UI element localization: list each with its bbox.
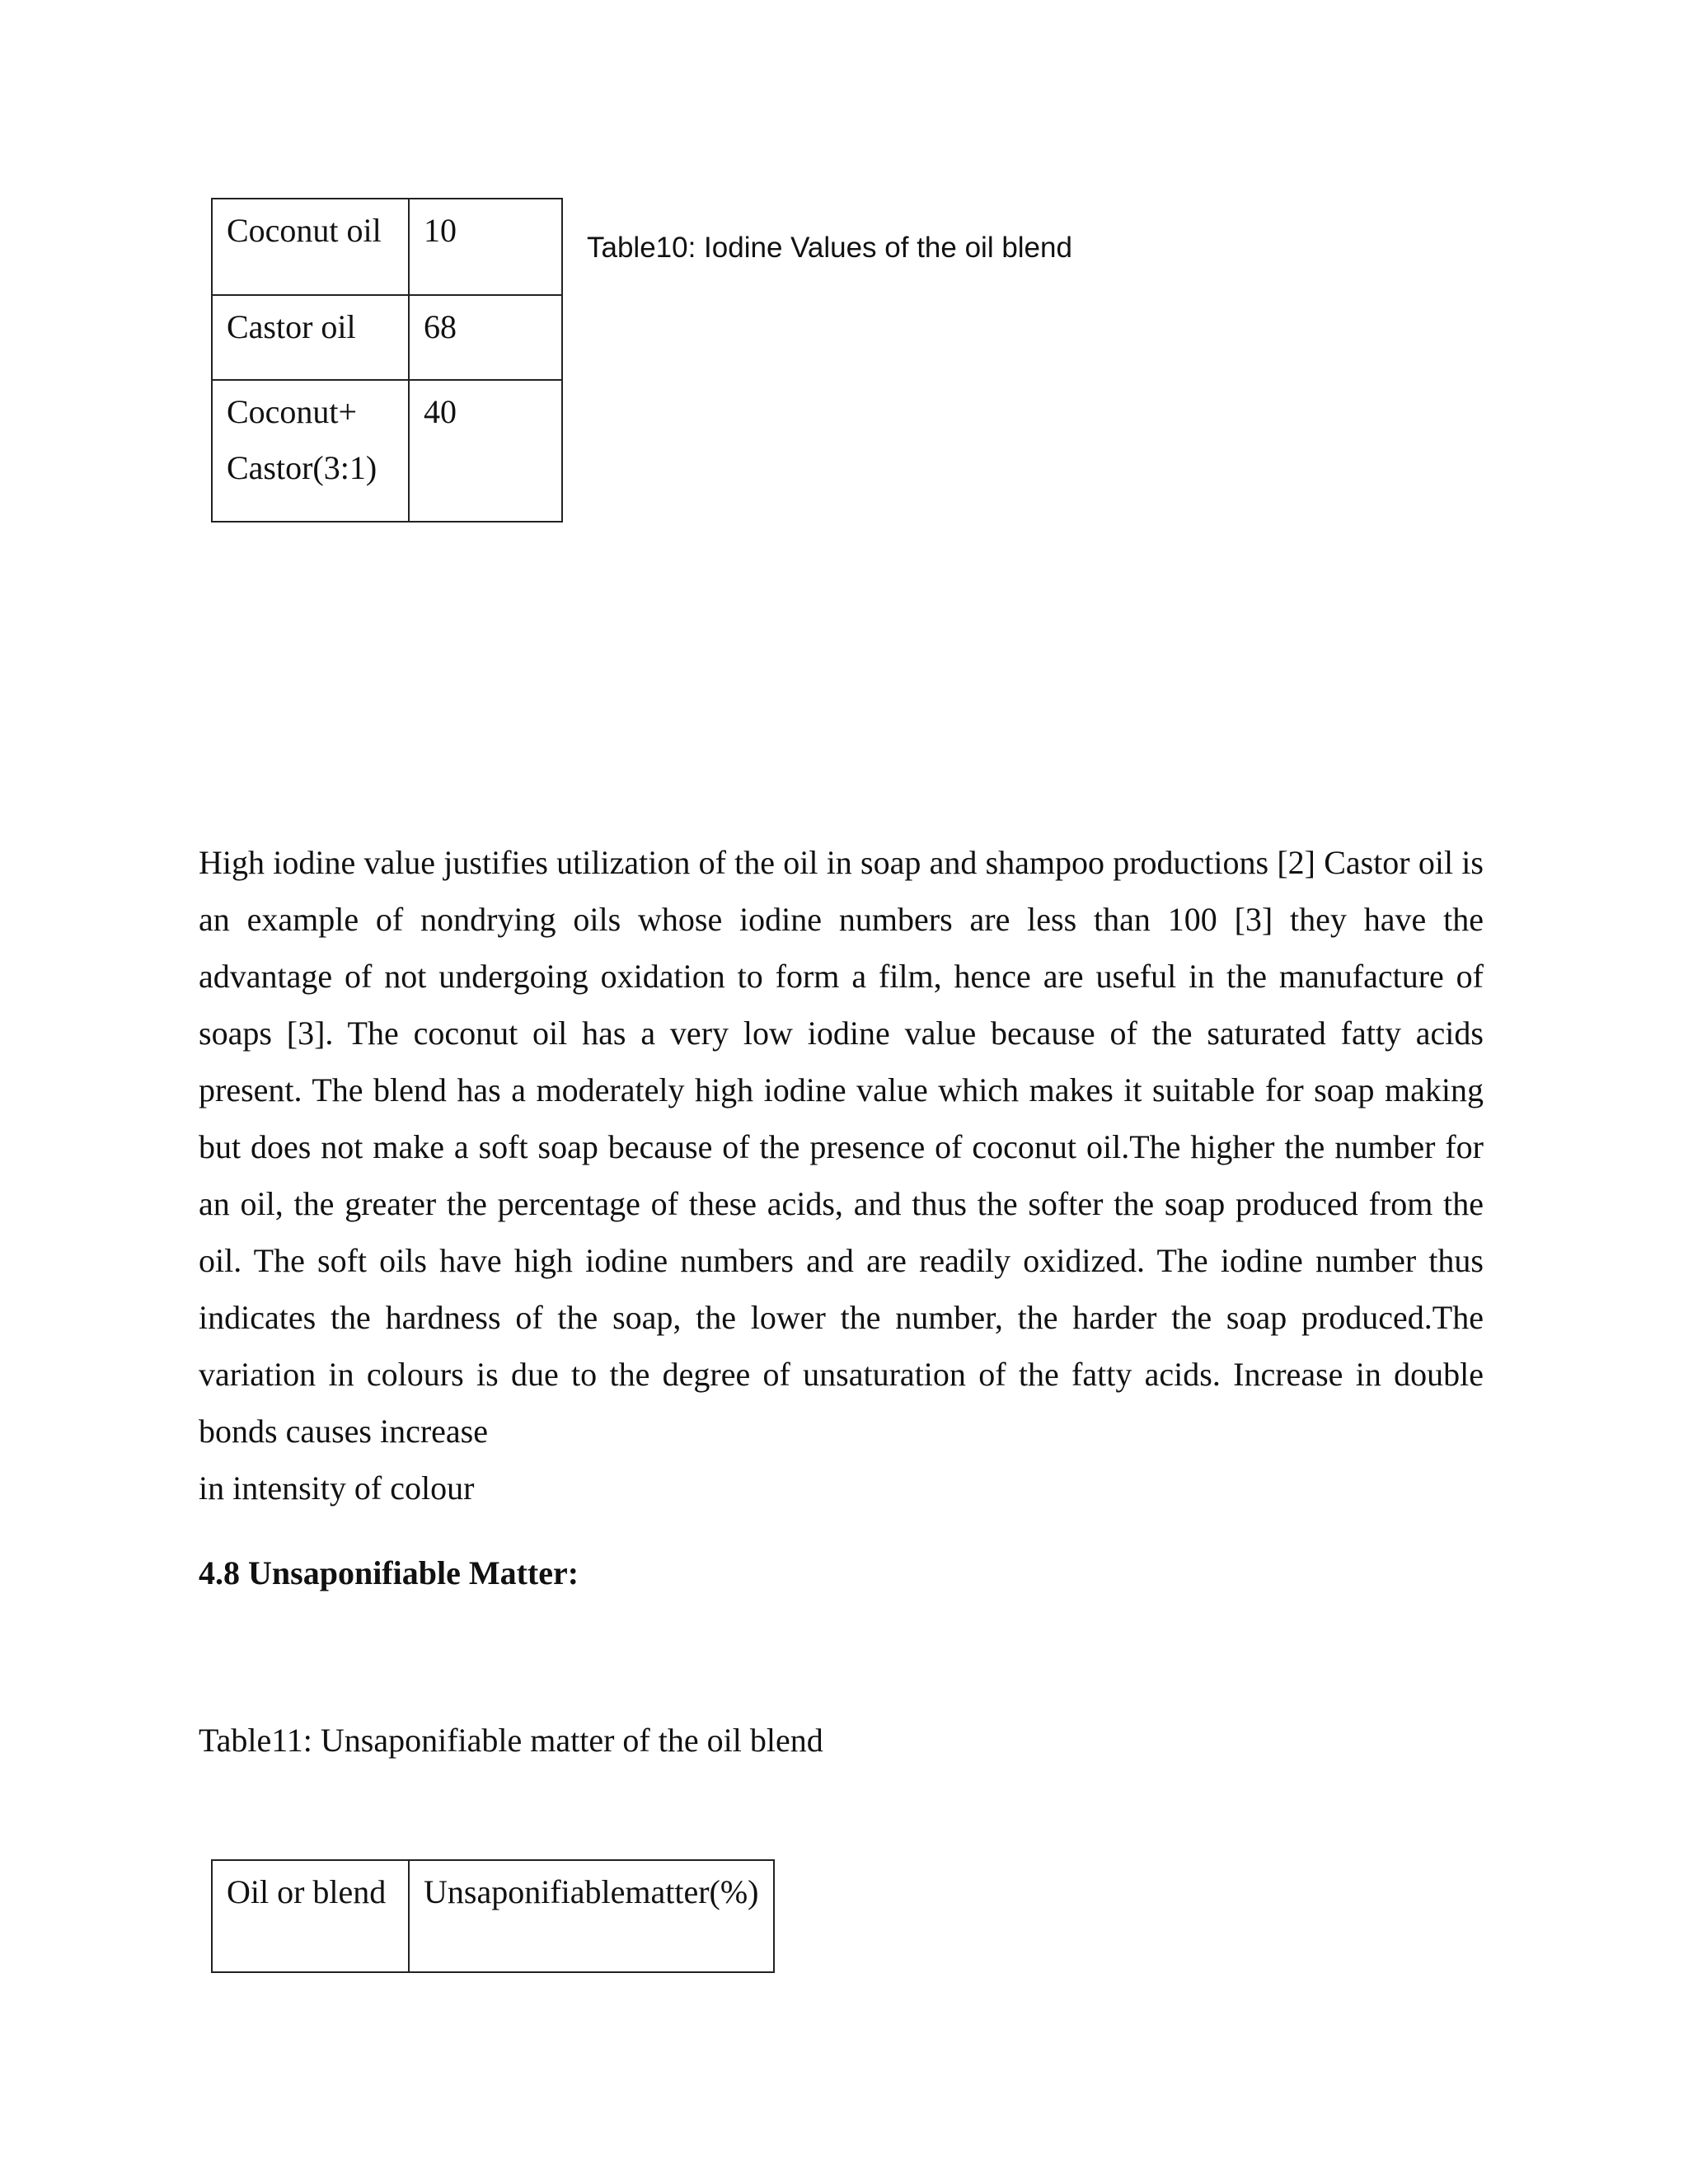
table-header-row [212, 1860, 774, 1972]
table-cell [212, 1860, 409, 1972]
unsaponifiable-matter-table [211, 1859, 775, 1973]
body-paragraph [199, 834, 1484, 1516]
paragraph-line: an example of nondrying oils whose iodine numbers are less than 100 [3] they have the [199, 901, 1484, 938]
table-cell [212, 295, 409, 380]
iodine-value: 10 [424, 212, 457, 249]
paragraph-line: High iodine value justifies utilization of the oil in soap and shampoo productions [2] Castor oil is [199, 844, 1484, 881]
paragraph-line: bonds causes increase [199, 1413, 488, 1450]
section-heading: 4.8 Unsaponifiable Matter: [199, 1554, 579, 1591]
paragraph-line: oil. The soft oils have high iodine numbers and are readily oxidized. The iodine number thus [199, 1242, 1484, 1279]
table-cell [409, 295, 562, 380]
paragraph-line: in intensity of colour [199, 1469, 475, 1507]
table10-caption: Table10: Iodine Values of the oil blend [587, 232, 1072, 264]
column-header: Oil or blend [227, 1873, 387, 1910]
paragraph-line: present. The blend has a moderately high iodine value which makes it suitable for soap making [199, 1071, 1484, 1108]
paragraph-line: an oil, the greater the percentage of these acids, and thus the softer the soap produced from the [199, 1185, 1484, 1222]
table-cell [212, 199, 409, 295]
iodine-value: 40 [424, 393, 457, 430]
table-cell [409, 1860, 774, 1972]
oil-name-continued: Castor(3:1) [227, 449, 377, 486]
oil-name: Castor oil [227, 308, 356, 345]
iodine-value: 68 [424, 308, 457, 345]
paragraph-line: advantage of not undergoing oxidation to form a film, hence are useful in the manufacture of [199, 958, 1484, 995]
paragraph-line: but does not make a soft soap because of the presence of coconut oil.The higher the number for [199, 1128, 1484, 1165]
oil-name: Coconut oil [227, 212, 382, 249]
table-row [212, 199, 562, 295]
table11-caption: Table11: Unsaponifiable matter of the oil blend [199, 1722, 823, 1759]
paragraph-line: soaps [3]. The coconut oil has a very low iodine value because of the saturated fatty acids [199, 1015, 1484, 1052]
iodine-values-table [211, 198, 563, 523]
table-cell [212, 380, 409, 522]
paragraph-line: variation in colours is due to the degree of unsaturation of the fatty acids. Increase in double [199, 1356, 1484, 1393]
table-row [212, 380, 562, 522]
oil-name: Coconut+ [227, 393, 358, 430]
table-row [212, 295, 562, 380]
column-header: Unsaponifiablematter(%) [424, 1873, 759, 1910]
table-cell [409, 199, 562, 295]
paragraph-line: indicates the hardness of the soap, the lower the number, the harder the soap produced.The [199, 1299, 1484, 1336]
table-cell [409, 380, 562, 522]
